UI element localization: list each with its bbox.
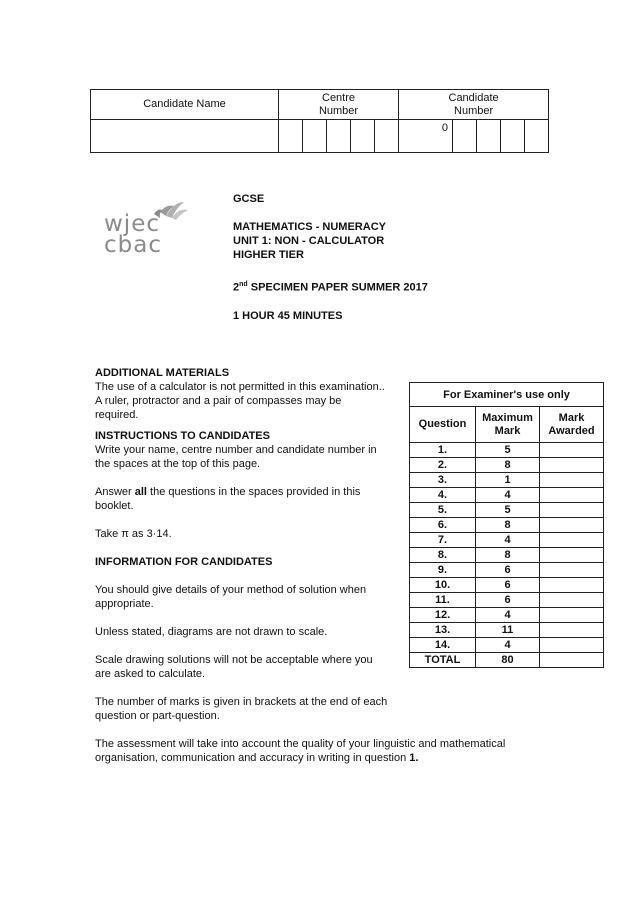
centre-number-line2: Number <box>318 104 359 117</box>
mark-awarded-cell[interactable] <box>540 623 604 638</box>
tier: HIGHER TIER <box>233 249 304 261</box>
question-number-cell: 2. <box>410 458 476 473</box>
table-row <box>410 608 604 623</box>
instructions-text: Write your name, centre number and candidate number in <box>95 444 377 456</box>
mark-awarded-cell[interactable] <box>540 608 604 623</box>
assessment-text: The assessment will take into account the quality of your linguistic and mathematical <box>95 738 506 750</box>
question-number-cell: 4. <box>410 488 476 503</box>
max-mark-cell: 6 <box>476 578 540 593</box>
paper-title-block <box>233 192 428 323</box>
candidate-name-field[interactable] <box>91 120 279 153</box>
scale-text: Scale drawing solutions will not be acceptable where you <box>95 654 373 666</box>
answer-all-text-2: booklet. <box>95 500 134 512</box>
mark-awarded-cell[interactable] <box>540 533 604 548</box>
mark-awarded-cell[interactable] <box>540 458 604 473</box>
mark-awarded-cell[interactable] <box>540 443 604 458</box>
logo-text-cbac: cbac <box>104 232 162 258</box>
question-number-cell: 3. <box>410 473 476 488</box>
mark-awarded-cell[interactable] <box>540 563 604 578</box>
centre-number-line1: Centre <box>322 91 356 104</box>
question-number-cell: 13. <box>410 623 476 638</box>
mark-awarded-cell[interactable] <box>540 518 604 533</box>
assessment-pre: organisation, communication and accuracy in writing in question <box>95 752 410 764</box>
max-mark-cell: 4 <box>476 638 540 653</box>
diagrams-text: Unless stated, diagrams are not drawn to scale. <box>95 626 328 638</box>
candidate-number-box[interactable] <box>525 120 549 153</box>
examiner-table-caption: For Examiner's use only <box>410 383 604 407</box>
max-mark-cell: 1 <box>476 473 540 488</box>
method-text-2: appropriate. <box>95 598 154 610</box>
maximum-mark-column-header <box>476 407 540 443</box>
question-number-cell: 8. <box>410 548 476 563</box>
question-number-cell: 9. <box>410 563 476 578</box>
question-number-cell: 12. <box>410 608 476 623</box>
max-mark-cell: 4 <box>476 608 540 623</box>
table-row <box>410 548 604 563</box>
paper-name: SPECIMEN PAPER SUMMER 2017 <box>247 281 428 294</box>
max-mark-line2: Mark <box>494 424 521 437</box>
mark-awarded-cell[interactable] <box>540 473 604 488</box>
mark-awarded-column-header <box>540 407 604 443</box>
table-row <box>410 623 604 638</box>
answer-post: the questions in the spaces provided in this <box>146 486 361 498</box>
question-number-cell: 14. <box>410 638 476 653</box>
instructions-heading: INSTRUCTIONS TO CANDIDATES <box>95 430 270 442</box>
assessment-bold: 1. <box>409 752 419 764</box>
mark-awarded-cell[interactable] <box>540 593 604 608</box>
centre-number-box[interactable] <box>279 120 303 153</box>
additional-materials-text: A ruler, protractor and a pair of compasses may be <box>95 395 342 407</box>
centre-number-box[interactable] <box>327 120 351 153</box>
question-number-cell: 6. <box>410 518 476 533</box>
candidate-number-box[interactable] <box>477 120 501 153</box>
scale-text-2: are asked to calculate. <box>95 668 206 680</box>
max-mark-cell: 4 <box>476 533 540 548</box>
information-heading: INFORMATION FOR CANDIDATES <box>95 556 273 568</box>
subject: MATHEMATICS - NUMERACY <box>233 221 386 233</box>
max-mark-cell: 5 <box>476 503 540 518</box>
candidate-number-header <box>399 90 549 120</box>
total-value: 80 <box>476 653 540 668</box>
table-row <box>410 458 604 473</box>
table-row <box>410 533 604 548</box>
unit: UNIT 1: NON - CALCULATOR <box>233 235 385 247</box>
candidate-name-header: Candidate Name <box>91 90 279 120</box>
additional-materials-text: required. <box>95 409 139 421</box>
question-number-cell: 7. <box>410 533 476 548</box>
question-number-cell: 5. <box>410 503 476 518</box>
max-mark-line1: Maximum <box>482 411 533 424</box>
answer-all-text <box>95 485 415 499</box>
table-row <box>410 563 604 578</box>
table-row <box>410 443 604 458</box>
pi-instruction: Take π as 3·14. <box>95 528 172 540</box>
answer-pre: Answer <box>95 486 135 498</box>
question-number-cell: 10. <box>410 578 476 593</box>
question-number-cell: 11. <box>410 593 476 608</box>
candidate-number-line2: Number <box>454 104 494 117</box>
awarded-line1: Mark <box>558 411 585 424</box>
additional-materials-text: The use of a calculator is not permitted in this examination.. <box>95 381 385 393</box>
candidate-number-box[interactable] <box>501 120 525 153</box>
max-mark-cell: 6 <box>476 563 540 578</box>
logo-text-wjec: wjec <box>104 211 160 237</box>
centre-number-box[interactable] <box>303 120 327 153</box>
marks-text-2: question or part-question. <box>95 710 220 722</box>
duration: 1 HOUR 45 MINUTES <box>233 309 343 322</box>
instructions-text: the spaces at the top of this page. <box>95 458 261 470</box>
answer-bold: all <box>134 486 147 498</box>
method-text: You should give details of your method of solution when <box>95 584 367 596</box>
centre-number-box[interactable] <box>375 120 399 153</box>
candidate-details-table <box>90 89 549 153</box>
max-mark-cell: 6 <box>476 593 540 608</box>
candidate-number-box[interactable] <box>453 120 477 153</box>
total-label: TOTAL <box>410 653 476 668</box>
paper-ordinal-suffix: nd <box>239 281 248 288</box>
table-row <box>410 503 604 518</box>
table-row <box>410 593 604 608</box>
max-mark-cell: 5 <box>476 443 540 458</box>
max-mark-cell: 8 <box>476 548 540 563</box>
additional-materials-heading: ADDITIONAL MATERIALS <box>95 367 230 379</box>
mark-awarded-cell[interactable] <box>540 578 604 593</box>
max-mark-cell: 8 <box>476 458 540 473</box>
wjec-cbac-logo <box>104 196 190 258</box>
centre-number-box[interactable] <box>351 120 375 153</box>
qualification: GCSE <box>233 193 265 205</box>
total-awarded-cell[interactable] <box>540 653 604 668</box>
awarded-line2: Awarded <box>548 424 595 437</box>
paper-line <box>233 278 428 295</box>
mark-awarded-cell[interactable] <box>540 548 604 563</box>
question-column-header: Question <box>410 407 476 443</box>
paper-ordinal: 2 <box>233 281 240 294</box>
question-number-cell: 1. <box>410 443 476 458</box>
mark-awarded-cell[interactable] <box>540 488 604 503</box>
candidate-number-prefilled-box: 0 <box>399 120 453 153</box>
max-mark-cell: 11 <box>476 623 540 638</box>
mark-awarded-cell[interactable] <box>540 638 604 653</box>
centre-number-header <box>279 90 399 120</box>
max-mark-cell: 4 <box>476 488 540 503</box>
candidate-number-line1: Candidate <box>448 91 499 104</box>
table-row <box>410 638 604 653</box>
marks-text: The number of marks is given in brackets at the end of each <box>95 696 388 708</box>
assessment-text-2 <box>95 751 565 765</box>
table-row <box>410 473 604 488</box>
mark-awarded-cell[interactable] <box>540 503 604 518</box>
examiner-use-table <box>409 382 604 668</box>
table-row <box>410 518 604 533</box>
max-mark-cell: 8 <box>476 518 540 533</box>
table-row <box>410 488 604 503</box>
table-row <box>410 578 604 593</box>
